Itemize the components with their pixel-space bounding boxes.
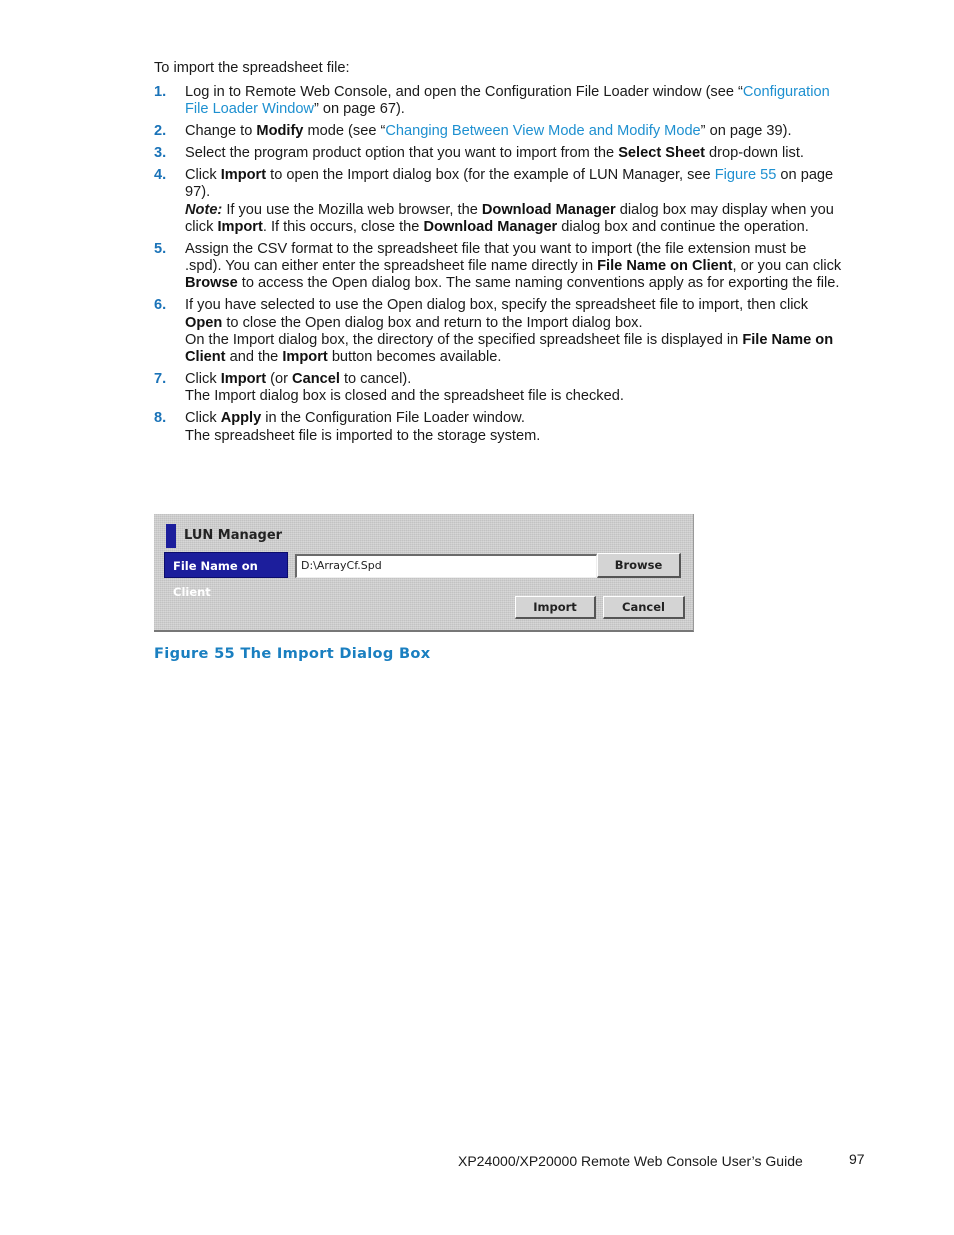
file-name-label: File Name on Client xyxy=(164,552,288,578)
title-marker xyxy=(166,524,176,548)
step-text: Click xyxy=(185,371,221,388)
import-dialog-figure xyxy=(154,514,694,632)
note-text: dialog box and continue the operation. xyxy=(557,218,809,235)
ui-term: File Name on Client xyxy=(597,258,733,275)
ui-term: Import xyxy=(220,166,267,183)
dialog-title: LUN Manager xyxy=(184,528,283,543)
step-text: ” on page 39). xyxy=(700,123,792,140)
step-text: to close the Open dialog box and return to the Import dialog box. xyxy=(222,314,643,331)
ui-term: Open xyxy=(185,314,223,331)
step-text: Log in to Remote Web Console, and open the Configuration File Loader window (see “ xyxy=(185,84,743,100)
step-text: in the Configuration File Loader window. xyxy=(261,410,525,427)
figure-55-link[interactable]: Figure 55 xyxy=(714,166,777,183)
import-button[interactable]: Import xyxy=(515,596,596,619)
page-number: 97 xyxy=(849,1151,865,1167)
step-number: 2. xyxy=(154,123,167,140)
step-text: drop-down list. xyxy=(704,145,804,162)
step-text: to access the Open dialog box. The same naming conventions apply as for exporting the file. xyxy=(237,275,840,292)
ui-term: Download Manager xyxy=(481,201,616,218)
step-6 xyxy=(154,297,844,366)
footer-title: XP24000/XP20000 Remote Web Console User’s Guide xyxy=(458,1153,803,1169)
step-text: On the Import dialog box, the directory of the specified spreadsheet file is displayed in xyxy=(185,331,743,348)
browse-button[interactable]: Browse xyxy=(597,553,681,578)
step-result: The Import dialog box is closed and the spreadsheet file is checked. xyxy=(185,388,624,405)
ui-term: Import xyxy=(220,371,267,388)
ui-term: Download Manager xyxy=(423,218,558,235)
step-text: Select the program product option that you want to import from the xyxy=(185,145,619,162)
step-result: The spreadsheet file is imported to the storage system. xyxy=(185,427,541,444)
step-text: Click xyxy=(185,166,221,183)
step-result xyxy=(185,332,844,367)
step-8 xyxy=(154,410,844,445)
step-text: and the xyxy=(225,349,283,366)
figure-caption: Figure 55 The Import Dialog Box xyxy=(154,645,431,662)
config-file-loader-link[interactable]: Configuration File Loader Window xyxy=(185,84,830,118)
ui-term: Import xyxy=(282,349,328,366)
note xyxy=(185,202,844,237)
step-text: button becomes available. xyxy=(327,349,502,366)
ui-term: Browse xyxy=(185,275,238,292)
step-text: (or xyxy=(266,371,293,388)
step-text: , or you can click xyxy=(732,258,842,275)
intro-text: To import the spreadsheet file: xyxy=(154,60,350,76)
step-1 xyxy=(154,84,844,119)
step-text: Change to xyxy=(185,123,257,140)
note-text: . If this occurs, close the xyxy=(262,218,424,235)
step-number: 5. xyxy=(154,240,167,257)
cancel-button[interactable]: Cancel xyxy=(603,596,685,619)
ui-term: Modify xyxy=(256,123,304,140)
ui-term: Import xyxy=(217,218,263,235)
step-5 xyxy=(154,241,844,293)
step-2 xyxy=(154,123,844,140)
step-number: 7. xyxy=(154,371,167,388)
ui-term: Select Sheet xyxy=(618,145,705,162)
step-text: mode (see “ xyxy=(303,123,386,140)
step-number: 6. xyxy=(154,297,167,314)
step-4 xyxy=(154,167,844,236)
note-text: If you use the Mozilla web browser, the xyxy=(222,201,482,218)
step-text: on page 97). xyxy=(185,166,834,201)
note-label: Note: xyxy=(185,201,223,218)
step-3 xyxy=(154,145,844,162)
step-number: 8. xyxy=(154,410,167,427)
step-text: to open the Import dialog box (for the example of LUN Manager, see xyxy=(266,166,715,183)
ui-term: Cancel xyxy=(292,371,340,388)
step-text: Click xyxy=(185,410,221,427)
view-modify-mode-link[interactable]: Changing Between View Mode and Modify Mode xyxy=(385,123,701,140)
step-number: 4. xyxy=(154,166,167,183)
note-text: dialog box may display when you click xyxy=(185,201,834,235)
step-text: Assign the CSV format to the spreadsheet file that you want to import (the file extension must be .spd). You can either enter the spreadsheet file name directly in xyxy=(185,240,807,275)
steps-list xyxy=(154,84,844,449)
file-name-input[interactable]: D:\ArrayCf.Spd xyxy=(295,554,597,578)
ui-term: Apply xyxy=(220,410,262,427)
step-text: ” on page 67). xyxy=(313,101,405,118)
step-text: to cancel). xyxy=(339,371,412,388)
step-number: 3. xyxy=(154,145,167,162)
step-number: 1. xyxy=(154,84,167,100)
step-7 xyxy=(154,371,844,406)
step-text: If you have selected to use the Open dialog box, specify the spreadsheet file to import, then click xyxy=(185,297,809,314)
ui-term: File Name on Client xyxy=(185,331,834,366)
